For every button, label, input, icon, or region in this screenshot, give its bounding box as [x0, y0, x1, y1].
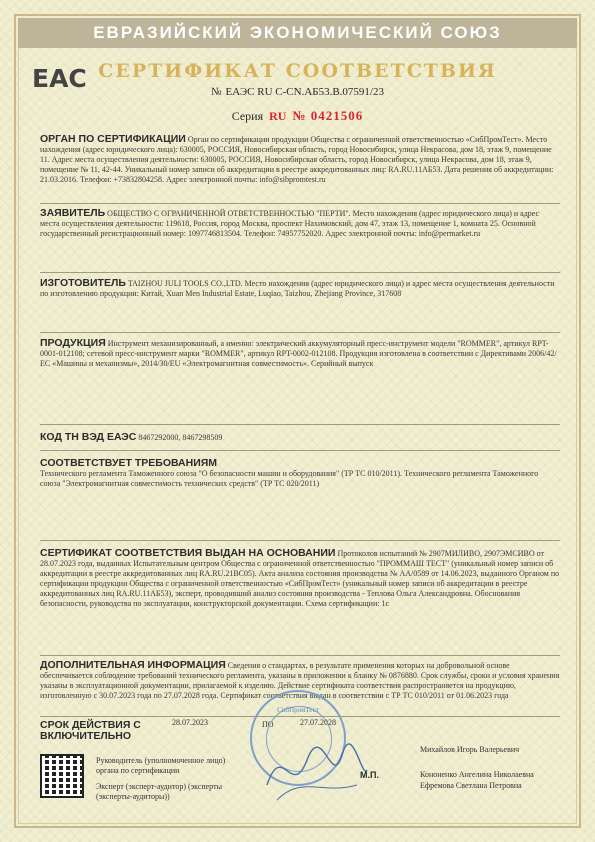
organ-text: Орган по сертификации продукции Общества с ограниченной ответственностью «СибПромТест». Место нахождения (адрес юридического лица): 630005, РОССИЯ, Новосибирская область, город Новосибирск, улица Некрасова, дом 18, этаж 9, помещение 11. Адрес места осуществления деятельности: 630005, РОССИЯ, Новосибирская область, город Новосибирск, улица Некрасова, дом 18, этаж 9, помещение № 11, 42-44. Уникальный номер записи об аккредитации в реестре аккредитованных лиц: RA.RU.11АБ53. Дата решения об аккредитации: 21.03.2016. Телефон: +73832804258. Адрес электронной почты: info@sibpromtest.ru	[40, 135, 554, 184]
divider	[40, 655, 560, 656]
manufacturer-heading: ИЗГОТОВИТЕЛЬ	[40, 277, 126, 289]
product-text: Инструмент механизированный, а именно: электрический аккумуляторный пресс-инструмент модели "ROMMER", артикул RPT-0001-012108; сетевой пресс-инструмент марки "ROMMER", артикул RPT-0002-012108. Продукция изготовлена в соответствии с Директивами 2006/42/ЕС «Машины и механизмы», 2014/30/EU «Электромагнитная совместимость». Серийный выпуск	[40, 339, 557, 368]
divider	[40, 272, 560, 273]
validity-to-label: ПО	[262, 720, 274, 729]
codes-heading: КОД ТН ВЭД ЕАЭС	[40, 431, 137, 443]
divider	[40, 332, 560, 333]
number-value: ЕАЭС RU С-CN.АБ53.В.07591/23	[225, 86, 384, 98]
validity-heading: СРОК ДЕЙСТВИЯ С	[40, 719, 141, 731]
divider	[40, 450, 560, 451]
divider	[40, 424, 560, 425]
stamp-label: М.П.	[360, 770, 379, 780]
certificate-title: СЕРТИФИКАТ СООТВЕТСТВИЯ	[98, 60, 497, 82]
validity-from: 28.07.2023	[172, 718, 208, 727]
applicant-section	[40, 208, 560, 239]
basis-section	[40, 548, 560, 609]
conforms-section	[40, 458, 560, 489]
product-heading: ПРОДУКЦИЯ	[40, 337, 106, 349]
product-section	[40, 338, 560, 369]
validity-heading-inclusive: ВКЛЮЧИТЕЛЬНО	[40, 730, 132, 742]
number-label: №	[211, 86, 222, 98]
union-banner: ЕВРАЗИЙСКИЙ ЭКОНОМИЧЕСКИЙ СОЮЗ	[18, 18, 577, 48]
divider	[40, 203, 560, 204]
applicant-text: ОБЩЕСТВО С ОГРАНИЧЕННОЙ ОТВЕТСТВЕННОСТЬЮ "ПЕРТИ". Место нахождения (адрес юридического лица) и адрес места осуществления деятельности: 119618, Россия, город Москва, проспект Нахимовский, дом 47, этаж 13, помещение 1, комната 25. Основной государственный регистрационный номер: 1097746813504. Телефон: 74957752020. Адрес электронной почты: info@permarket.ru	[40, 209, 540, 238]
divider	[40, 540, 560, 541]
seal-text: СибПромТест	[277, 706, 319, 714]
eac-logo-icon: EAC	[32, 64, 87, 93]
basis-text: Протоколов испытаний № 2907МИЛИВО, 2907ЭМСИВО от 28.07.2023 года, выданных Испытательным центром Общества с ограниченной ответственностью "ПРОММАШ ТЕСТ" (уникальный номер записи об аккредитации в реестре аккредитованных лиц RA.RU.21ВС05). Акта анализа состояния производства № АА/0589 от 14.06.2023, выданного Органом по сертификации продукции Общества с ограниченной ответственностью «СибПромТест» (уникальный номер записи об аккредитации в реестре аккредитованных лиц RA.RU.11АБ53), эксперт, проводивший анализ состояния производства - Теплова Ольга Александровна. Обоснования безопасности, руководства по эксплуатации, конструкторской документации. Схема сертификации: 1с	[40, 549, 560, 608]
conforms-text: Технического регламента Таможенного союза "О безопасности машин и оборудования" (ТР ТС 010/2011). Технического регламента Таможенного союза "Электромагнитная совместимость технических средств" (ТР ТС 020/2011)	[40, 469, 539, 488]
expert-name-2: Ефремова Светлана Петровна	[420, 781, 522, 790]
validity-to: 27.07.2028	[300, 718, 336, 727]
series-label: Серия	[231, 109, 264, 123]
codes-text: 8467292000, 8467298509	[138, 433, 223, 442]
expert-name-1: Кононенко Ангелина Николаевна	[420, 770, 534, 779]
manufacturer-section	[40, 278, 560, 299]
certificate-number	[0, 86, 595, 98]
signature-mark-icon	[262, 730, 372, 810]
series-country: RU	[269, 109, 287, 123]
head-signature-label: Руководитель (уполномоченное лицо) органа по сертификации	[96, 756, 226, 775]
conforms-heading: СООТВЕТСТВУЕТ ТРЕБОВАНИЯМ	[40, 457, 218, 469]
series-number: № 0421506	[292, 108, 364, 123]
basis-heading: СЕРТИФИКАТ СООТВЕТСТВИЯ ВЫДАН НА ОСНОВАНИИ	[40, 547, 336, 559]
validity-heading-block	[40, 720, 180, 742]
expert-signature-label: Эксперт (эксперт-аудитор) (эксперты (эксперты-аудиторы))	[96, 782, 222, 801]
series-line	[0, 108, 595, 124]
organ-section	[40, 134, 560, 185]
additional-text: Сведения о стандартах, в результате применения которых на добровольной основе обеспечивается соблюдение требований технического регламента, указаны в приложении к бланку № 0876880. Срок службы, сроки и условия хранения указаны в эксплуатационной документации, прилагаемой к изделию. Действие сертификата соответствия распространяется на продукцию, изготовленную с 30.07.2023 года по 27.07.2028 года. Сертификат соответствия выдан в соответствии с ТР ТС 010/2011 от 01.06.2023 года	[40, 661, 560, 700]
additional-heading: ДОПОЛНИТЕЛЬНАЯ ИНФОРМАЦИЯ	[40, 659, 226, 671]
applicant-heading: ЗАЯВИТЕЛЬ	[40, 207, 106, 219]
manufacturer-text: TAIZHOU JULI TOOLS CO.,LTD. Место нахождения (адрес юридического лица) и адрес места осуществления деятельности по изготовлению продукции: Китай, Xuan Men Industrial Estate, Luqiao, Taizhou, Zhejiang Province, 317608	[40, 279, 555, 298]
qr-code-icon	[40, 754, 84, 798]
codes-section	[40, 432, 560, 443]
organ-heading: ОРГАН ПО СЕРТИФИКАЦИИ	[40, 133, 186, 145]
head-name: Михайлов Игорь Валерьевич	[420, 745, 520, 754]
